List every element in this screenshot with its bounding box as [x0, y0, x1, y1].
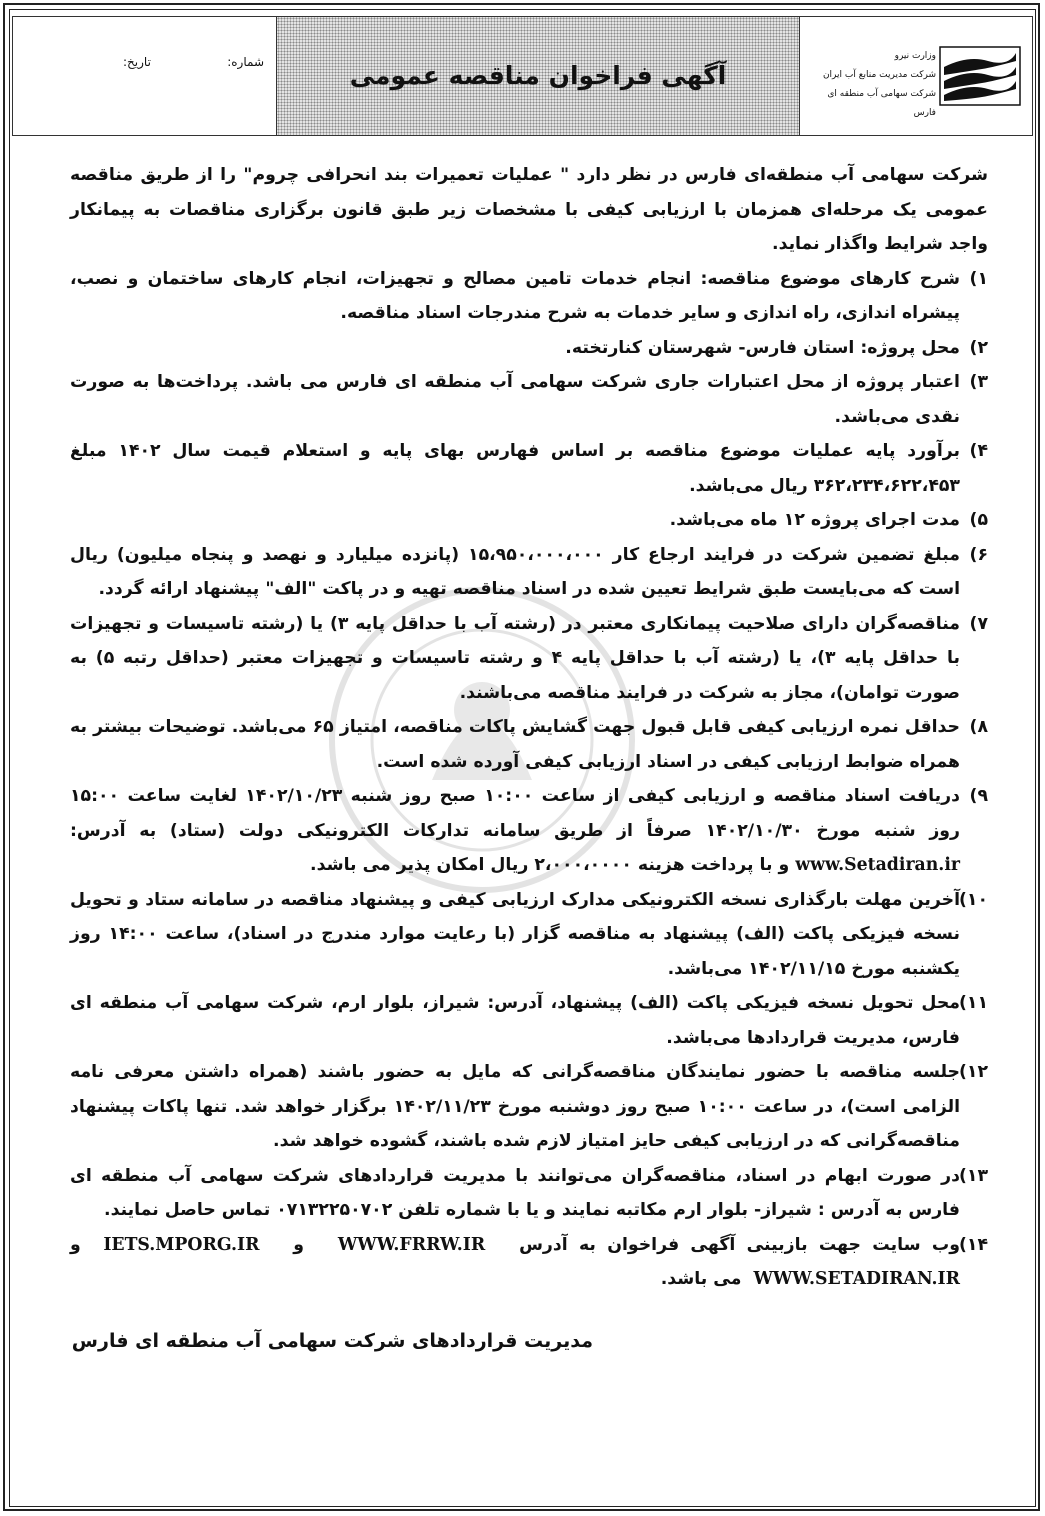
iets-link[interactable]: IETS.MPORG.IR	[103, 1234, 260, 1255]
item-text: حداقل نمره ارزیابی کیفی قابل قبول جهت گشایش پاکات مناقصه، امتیاز ۶۵ می‌باشد. توضیحات بیشتر به همراه ضوابط ارزیابی کیفی در اسناد ارزیابی کیفی آورده شده است.	[70, 717, 960, 772]
item-number: ۱۲)	[958, 1062, 988, 1082]
item-text	[70, 779, 960, 883]
item-text: مبلغ تضمین شرکت در فرایند ارجاع کار ۱۵،۹۵۰،۰۰۰،۰۰۰ (پانزده میلیارد و نهصد و پنجاه میلیون) ریال است که می‌بایست طبق شرایط تعیین شده در اسناد مناقصه تهیه و در پاکت "الف" پیشنهاد ارائه گردد.	[70, 544, 960, 599]
item-text-after: می باشد.	[660, 1269, 742, 1289]
item-text: اعتبار پروژه از محل اعتبارات جاری شرکت سهامی آب منطقه ای فارس می باشد. پرداخت‌ها به صورت نقدی می‌باشد.	[70, 372, 960, 427]
number-label: شماره:	[227, 55, 264, 69]
item-number: ۹)	[969, 786, 988, 806]
list-item	[70, 883, 988, 987]
conjunction: و	[70, 1234, 81, 1255]
item-number: ۷)	[969, 613, 988, 634]
item-text: مدت اجرای پروژه ۱۲ ماه می‌باشد.	[669, 510, 960, 530]
document-header	[12, 16, 1033, 136]
list-item	[70, 331, 988, 366]
item-text: جلسه مناقصه با حضور نمایندگان مناقصه‌گرانی که مایل به حضور باشند (همراه داشتن معرفی نامه الزامی است)، در ساعت ۱۰:۰۰ صبح روز دوشنبه مورخ ۱۴۰۲/۱۱/۲۳ برگزار خواهد شد. تنها پاکات پیشنهاد مناقصه‌گرانی که در ارزیابی کیفی حایز امتیاز لازم شده باشند، گشوده خواهد شد.	[70, 1062, 960, 1151]
item-number: ۳)	[969, 372, 988, 392]
item-text-after: و با پرداخت هزینه ۲،۰۰۰،۰۰۰۰ ریال امکان پذیر می باشد.	[310, 855, 790, 875]
item-number: ۸)	[969, 717, 988, 737]
list-item	[70, 262, 988, 331]
item-number: ۴)	[969, 441, 988, 461]
list-item	[70, 710, 988, 779]
title-box	[277, 17, 800, 135]
item-text: محل تحویل نسخه فیزیکی پاکت (الف) پیشنهاد، آدرس: شیراز، بلوار ارم، شرکت سهامی آب منطقه ای فارس، مدیریت قراردادها می‌باشد.	[70, 993, 960, 1048]
org-line-company: شرکت مدیریت منابع آب ایران	[822, 70, 936, 80]
date-label: تاریخ:	[123, 55, 151, 69]
org-line-regional: شرکت سهامی آب منطقه ای فارس	[827, 89, 936, 118]
org-line-ministry: وزارت نیرو	[894, 51, 936, 61]
document-title: آگهی فراخوان مناقصه عمومی	[349, 61, 727, 90]
list-item	[70, 607, 988, 711]
item-number: ۲)	[969, 337, 988, 358]
water-company-logo-icon	[938, 45, 1022, 107]
list-item	[70, 779, 988, 883]
item-text-before: وب سایت جهت بازبینی آگهی فراخوان به آدرس	[519, 1234, 960, 1255]
list-item	[70, 503, 988, 538]
setadiran-upper-link[interactable]: WWW.SETADIRAN.IR	[753, 1269, 960, 1289]
item-text: در صورت ابهام در اسناد، مناقصه‌گران می‌توانند با مدیریت قراردادهای شرکت سهامی آب منطقه ای فارس به آدرس : شیراز- بلوار ارم مکاتبه نمایند و یا با شماره تلفن ۰۷۱۳۲۲۵۰۷۰۲ تماس حاصل نمایند.	[70, 1165, 960, 1220]
frrw-link[interactable]: WWW.FRRW.IR	[337, 1234, 486, 1255]
list-item	[70, 365, 988, 434]
organization-names	[806, 47, 936, 123]
item-number: ۱۴)	[958, 1234, 988, 1255]
item-text: شرح کارهای موضوع مناقصه: انجام خدمات تامین مصالح و تجهیزات، انجام کارهای ساختمان و نصب، پیشراه اندازی، راه اندازی و سایر خدمات به شرح مندرجات اسناد مناقصه.	[70, 268, 960, 323]
item-number: ۱۱)	[958, 993, 988, 1013]
item-text: برآورد پایه عملیات موضوع مناقصه بر اساس فهارس بهای پایه و استعلام قیمت سال ۱۴۰۲ مبلغ ۳۶۲،۲۳۴،۶۲۲،۴۵۳ ریال می‌باشد.	[70, 441, 960, 496]
intro-paragraph: شرکت سهامی آب منطقه‌ای فارس در نظر دارد " عملیات تعمیرات بند انحرافی چروم" را از طریق مناقصه عمومی یک مرحله‌ای همزمان با ارزیابی کیفی با مشخصات زیر طبق قانون برگزاری مناقصات به پیمانکار واجد شرایط واگذار نماید.	[70, 165, 988, 254]
organization-box	[800, 17, 1032, 135]
item-number: ۶)	[969, 544, 988, 565]
item-number: ۱۰)	[958, 889, 988, 910]
list-item	[70, 1055, 988, 1159]
conjunction: و	[293, 1234, 305, 1255]
item-text-before: دریافت اسناد مناقصه و ارزیابی کیفی از ساعت ۱۰:۰۰ صبح روز شنبه ۱۴۰۲/۱۰/۲۳ لغایت ساعت ۱۵:۰۰ روز شنبه مورخ ۱۴۰۲/۱۰/۳۰ صرفاً از طریق سامانه تدارکات الکترونیکی دولت (ستاد) به آدرس:	[70, 786, 960, 841]
list-item	[70, 986, 988, 1055]
item-number: ۵)	[969, 510, 988, 530]
setadiran-link[interactable]: www.Setadiran.ir	[795, 855, 960, 875]
list-item	[70, 538, 988, 607]
item-number: ۱۳)	[958, 1165, 988, 1186]
item-text	[70, 1228, 960, 1297]
item-number: ۱)	[969, 268, 988, 289]
list-item	[70, 1159, 988, 1228]
announcement-body	[70, 158, 988, 1297]
list-item	[70, 434, 988, 503]
item-text: مناقصه‌گران دارای صلاحیت پیمانکاری معتبر در (رشته آب با حداقل پایه ۳) یا (رشته تاسیسات و تجهیزات با حداقل پایه ۳)، یا (رشته آب با حداقل پایه ۴ و رشته تاسیسات و تجهیزات معتبر (حداقل رتبه ۵) به صورت توامان)، مجاز به شرکت در فرایند مناقصه می‌باشند.	[70, 613, 961, 703]
item-text: محل پروژه: استان فارس- شهرستان کنارتخته.	[565, 337, 960, 358]
conditions-list	[70, 262, 988, 1297]
list-item	[70, 1228, 988, 1297]
item-text: آخرین مهلت بارگذاری نسخه الکترونیکی مدارک ارزیابی کیفی و پیشنهاد مناقصه در سامانه ستاد و تحویل نسخه فیزیکی پاکت (الف) پیشنهاد به مناقصه گزار (با رعایت موارد مندرج در اسناد)، ساعت ۱۴:۰۰ روز یکشنبه مورخ ۱۴۰۲/۱۱/۱۵ می‌باشد.	[70, 889, 961, 979]
signature: مدیریت قراردادهای شرکت سهامی آب منطقه ای فارس	[71, 1330, 593, 1352]
reference-box	[13, 17, 277, 135]
